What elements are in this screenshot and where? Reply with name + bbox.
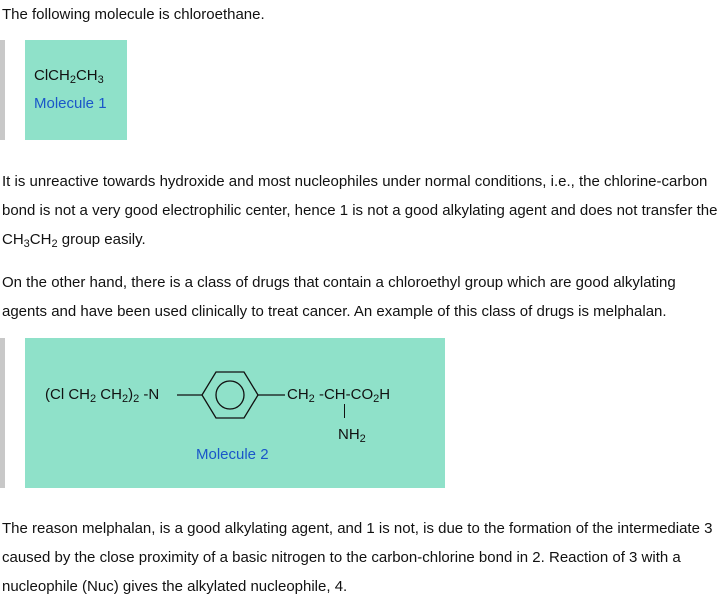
molecule-1-figure bbox=[25, 40, 127, 140]
amine-bond-line bbox=[344, 404, 345, 418]
melphalan-left-group: (Cl $CH_2$ $CH_2)_2$ -N bbox=[45, 386, 160, 405]
molecule-1-label: Molecule 1 bbox=[34, 95, 107, 112]
figure-2-quote-bar bbox=[0, 338, 5, 488]
figure-1-quote-bar bbox=[0, 40, 5, 140]
paragraph-melphalan-intro: On the other hand, there is a class of drugs that contain a chloroethyl group which are good alkylating agents and have been used clinically to treat cancer. An example of this class of drugs is melphalan. bbox=[2, 274, 676, 320]
paragraph-unreactive: It is unreactive towards hydroxide and most nucleophiles under normal conditions, i.e., the chlorine-carbon bond is not a very good electrophilic center, hence 1 is not a good alkylating agent and does not transfer the $CH_3CH_2$ group easily. bbox=[2, 173, 718, 250]
intro-text: The following molecule is chloroethane. bbox=[2, 6, 265, 23]
paragraph-intermediate: The reason melphalan, is a good alkylating agent, and 1 is not, is due to the formation of the intermediate 3 caused by the close proximity of a basic nitrogen to the carbon-chlorine bond in 2. Reaction of 3 with a nucleophile (Nuc) gives the alkylated nucleophile, 4. bbox=[2, 520, 713, 595]
melphalan-right-group: $CH_2$ $-CH-CO_2H$ bbox=[287, 386, 391, 405]
molecule-1-formula: $ClCH_2CH_3$ bbox=[34, 67, 104, 86]
benzene-ring-icon bbox=[175, 365, 295, 425]
molecule-2-label: Molecule 2 bbox=[196, 446, 269, 463]
melphalan-amine-group: $NH_2$ bbox=[338, 426, 366, 445]
molecule-2-figure bbox=[25, 338, 445, 488]
